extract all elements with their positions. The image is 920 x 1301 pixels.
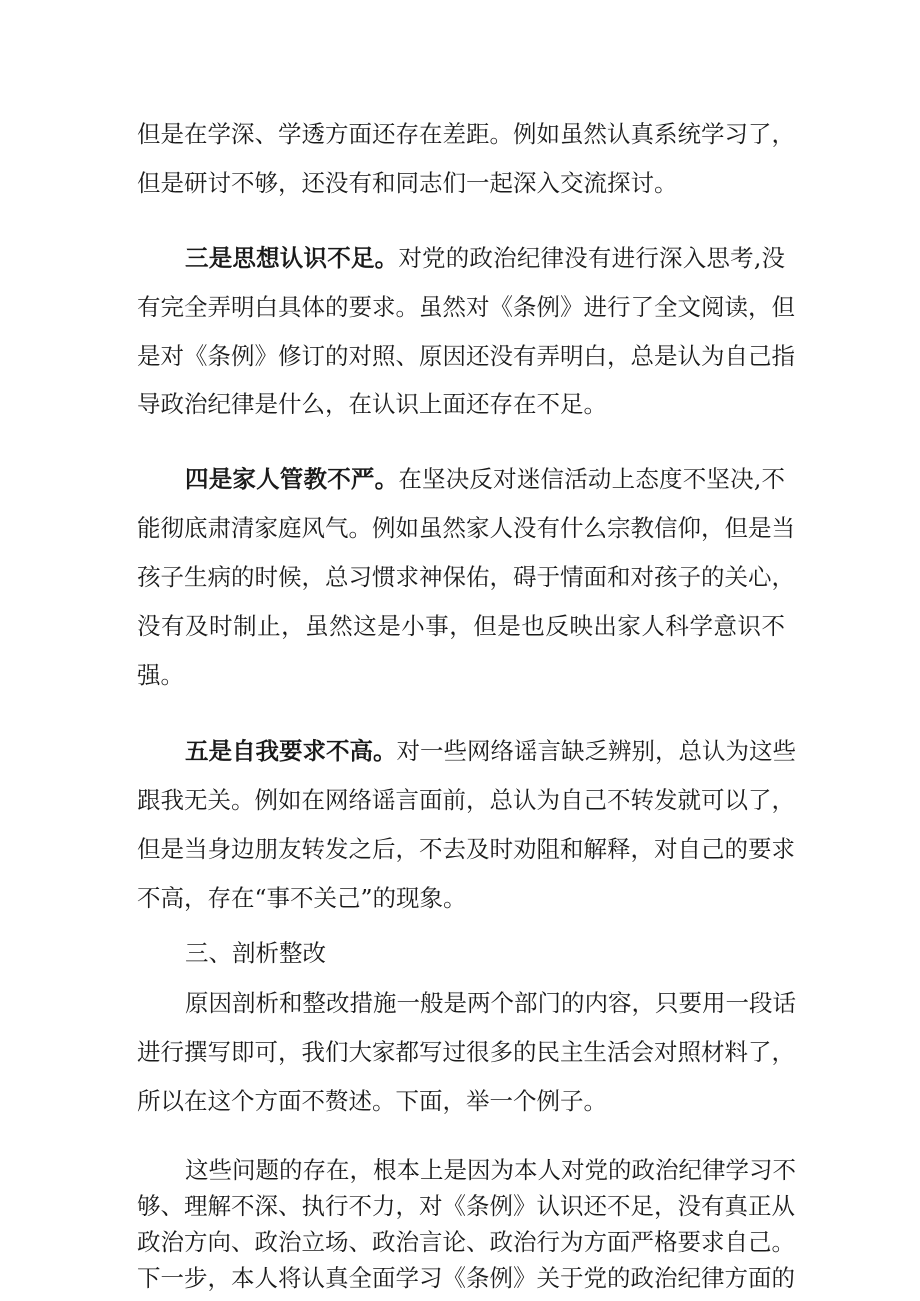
paragraph-text: 对党的政治纪律没有进行深入思考,没 bbox=[398, 244, 785, 272]
paragraph-line: 孩子生病的时候，总习惯求神保佑，碍于情面和对孩子的关心， bbox=[137, 563, 795, 591]
paragraph-line: 能彻底肃清家庭风气。例如虽然家人没有什么宗教信仰，但是当 bbox=[137, 514, 795, 542]
paragraph-line: 强。 bbox=[137, 661, 184, 689]
paragraph-line: 但是在学深、学透方面还存在差距。例如虽然认真系统学习了， bbox=[137, 120, 795, 148]
paragraph-heading: 五是自我要求不高。 bbox=[185, 737, 397, 765]
paragraph-line: 这些问题的存在，根本上是因为本人对党的政治纪律学习不 bbox=[185, 1156, 796, 1184]
paragraph-first-line bbox=[185, 463, 785, 495]
paragraph-line: 没有及时制止，虽然这是小事，但是也反映出家人科学意识不 bbox=[137, 612, 785, 640]
paragraph-line: 但是研讨不够，还没有和同志们一起深入交流探讨。 bbox=[137, 169, 678, 197]
paragraph-line: 有完全弄明白具体的要求。虽然对《条例》进行了全文阅读，但 bbox=[137, 293, 795, 321]
paragraph-line: 跟我无关。例如在网络谣言面前，总认为自己不转发就可以了， bbox=[137, 786, 795, 814]
paragraph-line: 但是当身边朋友转发之后，不去及时劝阻和解释，对自己的要求 bbox=[137, 835, 795, 863]
paragraph-heading: 四是家人管教不严。 bbox=[185, 465, 399, 493]
paragraph-text: 对一些网络谣言缺乏辨别，总认为这些 bbox=[396, 737, 796, 765]
paragraph-line: 不高，存在“事不关己”的现象。 bbox=[137, 884, 467, 912]
paragraph-first-line bbox=[185, 242, 785, 274]
section-heading: 三、剖析整改 bbox=[185, 939, 326, 967]
paragraph-line: 进行撰写即可，我们大家都写过很多的民主生活会对照材料了， bbox=[137, 1038, 795, 1066]
paragraph-first-line bbox=[185, 735, 796, 767]
paragraph-line: 所以在这个方面不赘述。下面，举一个例子。 bbox=[137, 1087, 607, 1115]
paragraph-line: 够、理解不深、执行不力，对《条例》认识还不足，没有真正从 bbox=[137, 1192, 795, 1220]
paragraph-line: 导政治纪律是什么，在认识上面还存在不足。 bbox=[137, 390, 607, 418]
paragraph-heading: 三是思想认识不足。 bbox=[185, 244, 399, 272]
paragraph-line: 政治方向、政治立场、政治言论、政治行为方面严格要求自己。 bbox=[137, 1228, 795, 1256]
paragraph-line: 原因剖析和整改措施一般是两个部门的内容，只要用一段话 bbox=[185, 989, 796, 1017]
paragraph-text: 在坚决反对迷信活动上态度不坚决,不 bbox=[398, 465, 785, 493]
paragraph-line: 是对《条例》修订的对照、原因还没有弄明白，总是认为自己指 bbox=[137, 342, 795, 370]
paragraph-line: 下一步，本人将认真全面学习《条例》关于党的政治纪律方面的 bbox=[137, 1264, 795, 1292]
